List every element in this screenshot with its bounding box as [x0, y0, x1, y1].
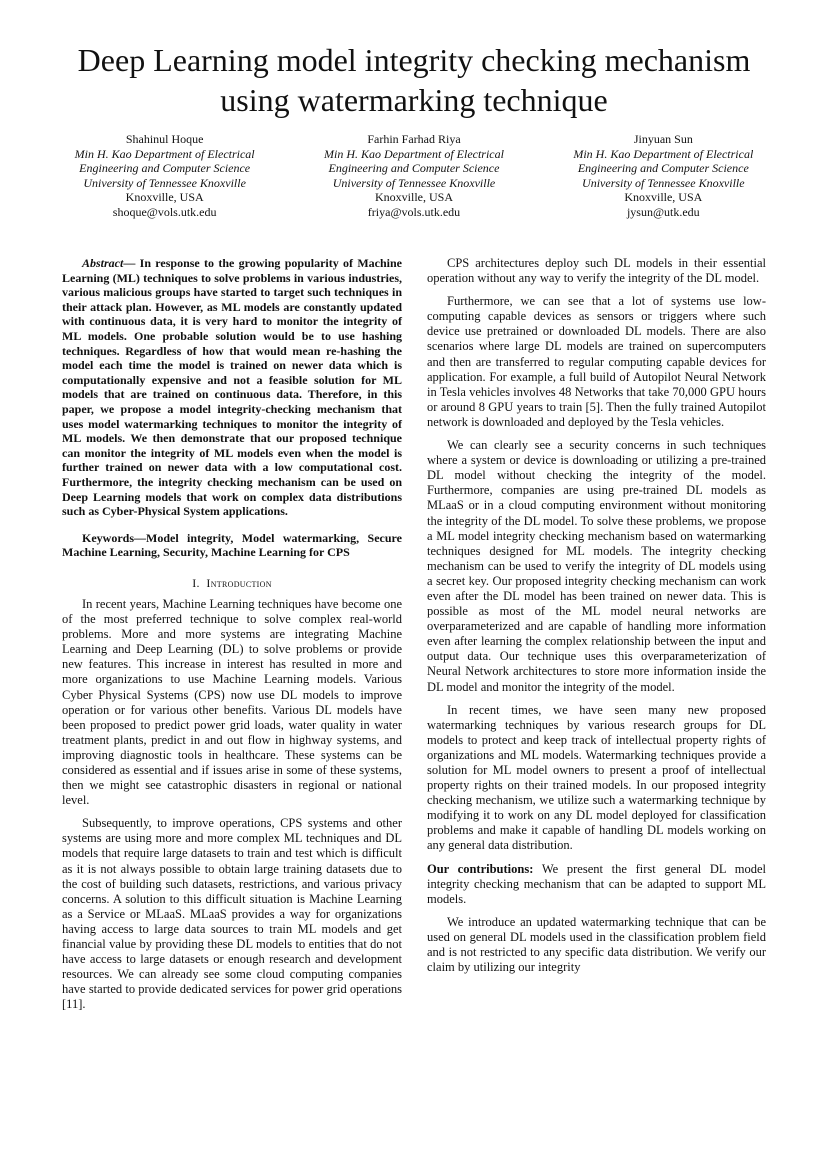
abstract	[62, 256, 402, 519]
abstract-lead: Abstract	[82, 256, 124, 270]
author-name: Shahinul Hoque	[125, 132, 204, 146]
author-university: University of Tennessee Knoxville	[332, 175, 496, 190]
author-department-line2: Engineering and Computer Science	[328, 161, 500, 176]
body-paragraph-2: Furthermore, we can see that a lot of systems use low-computing capable devices as sensors or triggers where such device use pretrained or downloaded DL models. There are also scenarios where large DL models are trained on supercomputers and then are transferred to regular computing capable devices for application. For example, a full build of Autopilot Neural Network in Tesla vehicles involves 48 Networks that take 70,000 GPU hours or around 8 GPU years to train [5]. Then the fully trained Autopilot network is downloaded and deployed by the Tesla vehicles.	[427, 294, 766, 429]
author-location: Knoxville, USA	[624, 190, 703, 205]
author-email[interactable]: friya@vols.utk.edu	[367, 204, 461, 219]
body-paragraph-1: CPS architectures deploy such DL models in their essential operation without any way to verify the integrity of the DL model.	[427, 256, 766, 286]
intro-paragraph-1: In recent years, Machine Learning techniques have become one of the most preferred technique to solve complex real-world problems. More and more systems are integrating Machine Learning and Deep Learning (DL) to solve problems or provide new features. This increase in interest has resulted in more and more organizations to use Machine Learning models. Various Cyber Physical Systems (CPS) now use DL models to improve operation or for various other benefits. Various DL models have been proposed to predict power grid loads, water quality in water treatment plants, predict in and out flow in highway systems, and improving diagnostic tools in healthcare. These systems can be considered as essential and if issues arise in some of these systems, then we might see catastrophic disasters in regional or national level.	[62, 596, 402, 808]
author-3	[539, 132, 788, 220]
author-university: University of Tennessee Knoxville	[83, 175, 246, 190]
paper-title: Deep Learning model integrity checking mechanism using watermarking technique	[77, 42, 751, 118]
author-2	[289, 132, 538, 220]
author-1	[40, 132, 289, 220]
author-department: Min H. Kao Department of Electrical	[324, 146, 504, 161]
author-department: Min H. Kao Department of Electrical	[74, 146, 255, 161]
right-column	[427, 256, 766, 983]
contributions-paragraph	[427, 862, 766, 907]
abstract-text: — In response to the growing popularity of Machine Learning (ML) techniques to solve problems in various industries, various malicious groups have started to target such techniques in their attack plan. However, as ML models are constantly updated with continuous data, it is very hard to monitor the integrity of ML models. One probable solution would be to use hashing techniques. Regardless of how that would mean re-hashing the model each time the model is trained on newer data which is computationally expensive and not a feasible solution for ML models that are trained on continuous data. Therefore, in this paper, we propose a model integrity-checking mechanism that uses model watermarking techniques to monitor the integrity of ML models. We then demonstrate that our proposed technique can monitor the integrity of ML models even when the model is further trained on newer data with a low computational cost. Furthermore, the integrity checking mechanism can be used on Deep Learning models that work on complex data distributions such as Cyber-Physical System applications.	[62, 256, 402, 519]
author-department: Min H. Kao Department of Electrical	[573, 146, 754, 161]
section-title: Introduction	[206, 575, 272, 590]
author-department-line2: Engineering and Computer Science	[577, 161, 749, 176]
section-heading-introduction	[62, 576, 402, 591]
left-column	[62, 256, 402, 1021]
author-email[interactable]: shoque@vols.utk.edu	[112, 204, 217, 219]
author-block	[40, 132, 788, 220]
section-number: I.	[192, 575, 200, 590]
author-name: Farhin Farhad Riya	[367, 132, 461, 146]
body-paragraph-3: We can clearly see a security concerns in such techniques where a system or device is downloading or utilizing a pre-trained DL model without checking the integrity of the model. Furthermore, companies are using pre-trained DL models as MLaaS or in a cloud computing environment without monitoring the integrity of the DL model. To solve these problems, we propose a ML model integrity checking mechanism based on watermarking techniques designed for ML models. The integrity checking mechanism can be used to verify the integrity of DL models using a secret key. Our proposed integrity checking mechanism can work even after the DL model has been trained on newer data. This is possible as most of the ML model neural networks are overparameterized and are capable of handling more information even after learning the complex relationship between the input and output data. Our technique uses this overparameterization of Neural Network architectures to store more information inside the DL model and monitor the integrity of the model.	[427, 438, 766, 694]
body-paragraph-5: We introduce an updated watermarking technique that can be used on general DL models used in the classification problem field and is not restricted to any specific data distribution. We verify our claim by utilizing our integrity	[427, 914, 766, 975]
keywords: Keywords—Model integrity, Model watermarking, Secure Machine Learning, Security, Machine Learning for CPS	[62, 530, 402, 560]
intro-paragraph-2: Subsequently, to improve operations, CPS systems and other systems are using more and more complex ML techniques and DL models that require large datasets to train and test which is difficult as it is not always possible to obtain large training datasets due to the cost of building such datasets, restrictions, and various privacy concerns. A solution to this difficult situation is Machine Learning as a Service or MLaaS. MLaaS provides a way for organizations having access to large data sources to train ML models and get financial value by providing these DL models to entities that do not have access to large datasets or enough research and development resources. We can already see some cloud computing companies have started to provide dedicated services for power grid operations [11].	[62, 816, 402, 1012]
author-location: Knoxville, USA	[125, 190, 204, 205]
author-location: Knoxville, USA	[374, 190, 453, 205]
contributions-text: We present the first general DL model integrity checking mechanism that can be adapted to support ML models.	[427, 861, 766, 906]
author-university: University of Tennessee Knoxville	[582, 175, 745, 190]
author-name: Jinyuan Sun	[633, 132, 693, 146]
body-paragraph-4: In recent times, we have seen many new proposed watermarking techniques by various research groups for DL models to protect and keep track of intellectual property rights of organizations and ML models. Watermarking techniques provide a solution for ML model owners to present a proof of intellectual property rights on their trained models. In our proposed integrity checking mechanism, we utilize such a watermarking technique by modifying it to work on any DL model deployed for classification problems and make it capable of handling DL models working on any general data distribution.	[427, 702, 766, 853]
author-department-line2: Engineering and Computer Science	[79, 161, 251, 176]
contributions-heading: Our contributions:	[427, 861, 534, 876]
author-email[interactable]: jysun@utk.edu	[626, 204, 700, 219]
